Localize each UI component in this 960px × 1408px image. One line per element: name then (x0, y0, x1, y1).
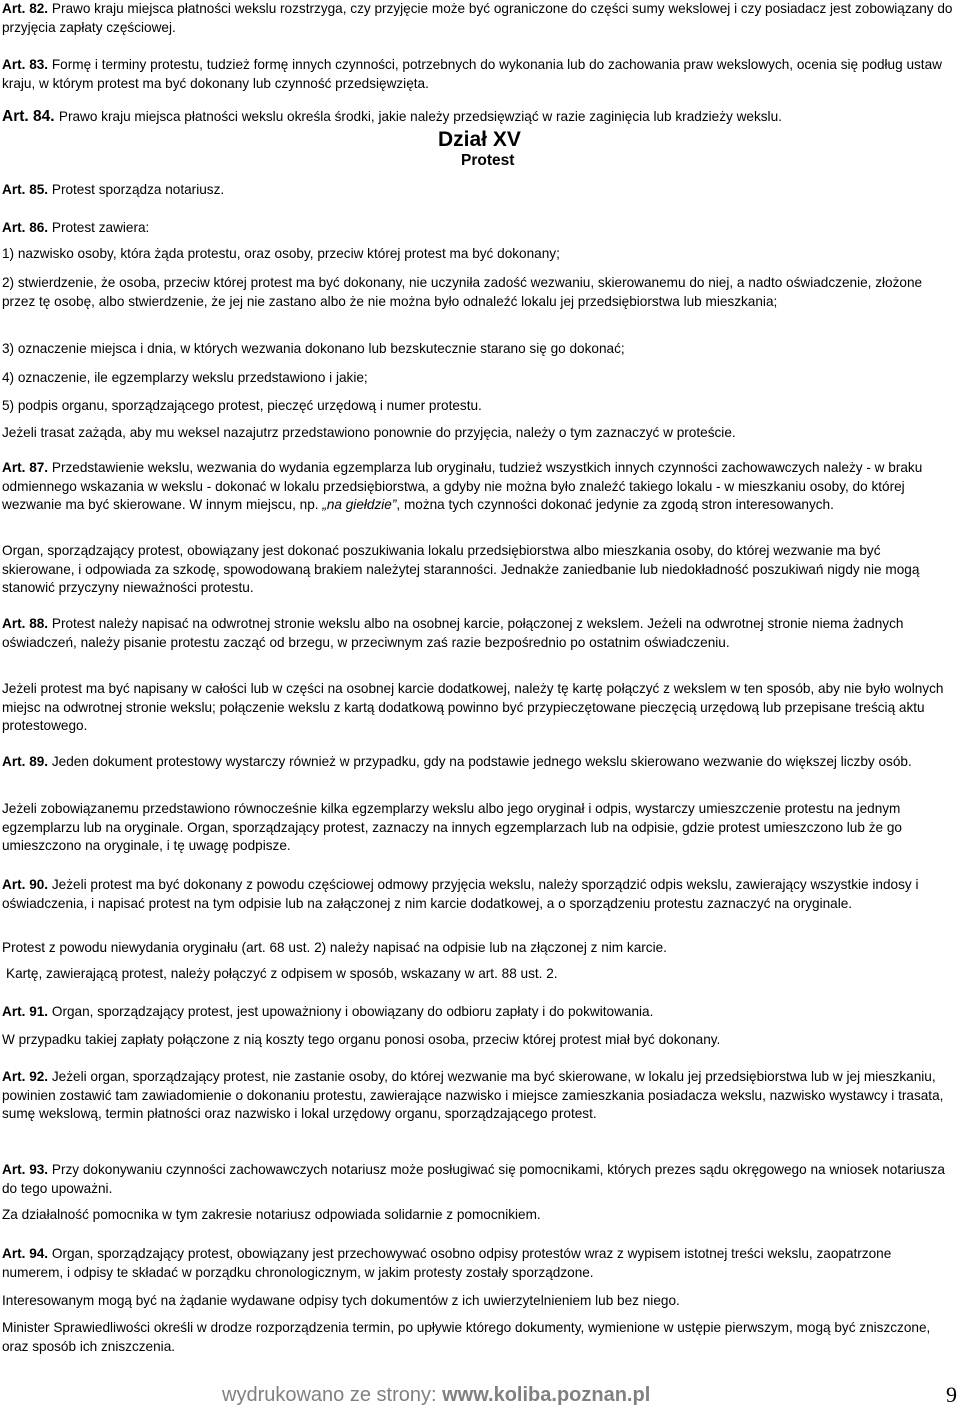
paragraph: Jeżeli protest ma być napisany w całości lub w części na osobnej karcie dodatkowej, należy tę kartę połączyć z wekslem w ten sposób, aby nie było wolnych miejsc na odwrotnej stronie wekslu; połączenie wekslu z kartą dodatkową powinno być przypieczętowane pieczęcią urzędową lub przepisane treścią aktu protestowego. (2, 681, 944, 733)
list-item: 3) oznaczenie miejsca i dnia, w których wezwania dokonano lub bezskutecznie starano się go dokonać; (2, 341, 625, 356)
list-item: 2) stwierdzenie, że osoba, przeciw której protest ma być dokonany, nie uczyniła zadość wezwaniu, skierowanemu do niej, a nadto oświadczenie, złożone przez tę osobę, albo stwierdzenie, że jej nie zastano albo że nie można było odnaleźć lokalu jej przedsiębiorstwa lub mieszkania; (2, 275, 923, 309)
article-number: Art. 94. (2, 1246, 49, 1261)
article-text: Przedstawienie wekslu, wezwania do wydania egzemplarza lub oryginału, tudzież wszystkich innych czynności zachowawczych należy - w braku odmiennego wskazania w wekslu - dokonać w lokalu przedsiębiorstwa, a gdyby nie można było znaleźć takiego lokalu - w mieszkaniu osoby, do której wezwanie ma być skierowane. W innym miejscu, np. (2, 460, 923, 512)
article-90 (2, 876, 954, 913)
page-footer (222, 1384, 650, 1407)
article-number: Art. 82. (2, 1, 49, 16)
paragraph: Organ, sporządzający protest, obowiązany jest dokonać poszukiwania lokalu przedsiębiorstwa albo mieszkania osoby, do której wezwanie ma być skierowane, i odpowiada za szkodę, spowodowaną brakiem należytej staranności. Jednakże zaniedbanie lub niedokładność poszukiwań nigdy nie mogą stanowić przyczyny nieważności protestu. (2, 543, 920, 595)
article-82 (2, 0, 954, 37)
article-number: Art. 91. (2, 1004, 49, 1019)
article-number: Art. 88. (2, 616, 49, 631)
footer-prefix: wydrukowano ze strony: (222, 1384, 443, 1406)
section-title: Dział XV (438, 128, 521, 151)
page-number: 9 (946, 1382, 957, 1407)
section-subtitle: Protest (461, 152, 515, 169)
paragraph: Jeżeli trasat zażąda, aby mu weksel nazajutrz przedstawiono ponownie do przyjęcia, należy o tym zaznaczyć w proteście. (2, 425, 736, 440)
paragraph: Protest z powodu niewydania oryginału (art. 68 ust. 2) należy napisać na odpisie lub na złączonej z nim karcie. (2, 940, 667, 955)
article-text-cont: , można tych czynności dokonać jedynie za zgodą stron interesowanych. (396, 497, 834, 512)
paragraph: Interesowanym mogą być na żądanie wydawane odpisy tych dokumentów z ich uwierzytelnieniem lub bez niego. (2, 1293, 680, 1308)
article-number: Art. 83. (2, 57, 49, 72)
paragraph: W przypadku takiej zapłaty połączone z nią koszty tego organu ponosi osoba, przeciw której protest miał być dokonany. (2, 1032, 721, 1047)
article-text: Przy dokonywaniu czynności zachowawczych notariusz może posługiwać się pomocnikami, których prezes sądu okręgowego na wniosek notariusza do tego upoważni. (2, 1162, 945, 1196)
article-88 (2, 615, 954, 652)
article-text: Formę i terminy protestu, tudzież formę innych czynności, potrzebnych do wykonania lub do zachowania praw wekslowych, ocenia się podług ustaw kraju, w którym protest ma być dokonany lub czynność przedsięwzięta. (2, 57, 942, 91)
article-84 (2, 107, 782, 127)
paragraph: Kartę, zawierającą protest, należy połączyć z odpisem w sposób, wskazany w art. 88 ust. 2. (6, 966, 558, 981)
italic-phrase: „na giełdzie” (322, 497, 397, 512)
article-text: Prawo kraju miejsca płatności wekslu określa środki, jakie należy przedsięwziąć w razie zaginięcia lub kradzieży wekslu. (58, 109, 782, 124)
article-number: Art. 89. (2, 754, 49, 769)
article-text: Protest należy napisać na odwrotnej stronie wekslu albo na osobnej karcie, połączonej z wekslem. Jeżeli na odwrotnej stronie niema żadnych oświadczeń, należy pisanie protestu zacząć od brzegu, w przeciwnym zaś razie bezpośrednio po ostatnim oświadczeniu. (2, 616, 904, 650)
article-92 (2, 1068, 954, 1124)
article-text: Prawo kraju miejsca płatności wekslu rozstrzyga, czy przyjęcie może być ograniczone do części sumy wekslowej i czy posiadacz jest zobowiązany do przyjęcia zapłaty częściowej. (2, 1, 953, 35)
article-93 (2, 1161, 954, 1198)
article-number: Art. 86. (2, 220, 49, 235)
article-number: Art. 85. (2, 182, 49, 197)
article-text: Protest zawiera: (51, 220, 150, 235)
article-number: Art. 87. (2, 460, 49, 475)
article-text: Organ, sporządzający protest, obowiązany jest przechowywać osobno odpisy protestów wraz z wypisem istotnej treści wekslu, zaopatrzone numerem, i odpisy te składać w porządku chronologicznym, w jakim protesty zostały sporządzone. (2, 1246, 892, 1280)
article-number: Art. 92. (2, 1069, 49, 1084)
article-86 (2, 219, 149, 238)
list-item: 1) nazwisko osoby, która żąda protestu, oraz osoby, przeciw której protest ma być dokonany; (2, 246, 560, 261)
article-94 (2, 1245, 954, 1282)
article-number: Art. 84. (2, 108, 55, 125)
article-83 (2, 56, 954, 93)
article-text: Protest sporządza notariusz. (51, 182, 225, 197)
article-85 (2, 181, 224, 200)
article-number: Art. 93. (2, 1162, 49, 1177)
article-text: Jeżeli organ, sporządzający protest, nie zastanie osoby, do której wezwanie ma być skierowane, w lokalu jej przedsiębiorstwa lub w jej mieszkaniu, powinien zostawić tam zawiadomienie o dokonaniu protestu, zawierające nazwisko i miejsce zamieszkania posiadacza wekslu, nazwisko wystawcy i trasata, sumę wekslową, termin płatności oraz nazwisko i lokal urzędowy organu, sporządzającego protest. (2, 1069, 944, 1121)
article-87 (2, 459, 954, 515)
list-item: 5) podpis organu, sporządzającego protest, pieczęć urzędową i numer protestu. (2, 398, 482, 413)
article-91 (2, 1003, 653, 1022)
article-number: Art. 90. (2, 877, 49, 892)
article-text: Jeden dokument protestowy wystarczy również w przypadku, gdy na podstawie jednego wekslu skierowano wezwanie do większej liczby osób. (51, 754, 912, 769)
list-item: 4) oznaczenie, ile egzemplarzy wekslu przedstawiono i jakie; (2, 370, 368, 385)
paragraph: Jeżeli zobowiązanemu przedstawiono równocześnie kilka egzemplarzy wekslu albo jego oryginał i odpis, wystarczy umieszczenie protestu na jednym egzemplarzu lub na oryginale. Organ, sporządzający protest, zaznaczy na innych egzemplarzach lub na odpisie, gdzie protest umieszczono lub że go umieszczono na oryginale, i tę uwagę podpisze. (2, 801, 902, 853)
article-text: Jeżeli protest ma być dokonany z powodu częściowej odmowy przyjęcia wekslu, należy sporządzić odpis wekslu, zawierający wszystkie indosy i oświadczenia, i napisać protest na tym odpisie lub na załączonej z nim karcie dodatkowej, a o sporządzeniu protestu zaznaczyć na oryginale. (2, 877, 919, 911)
paragraph: Za działalność pomocnika w tym zakresie notariusz odpowiada solidarnie z pomocnikiem. (2, 1207, 541, 1222)
footer-url-link[interactable]: www.koliba.poznan.pl (442, 1384, 651, 1406)
article-text: Organ, sporządzający protest, jest upoważniony i obowiązany do odbioru zapłaty i do pokwitowania. (51, 1004, 654, 1019)
paragraph: Minister Sprawiedliwości określi w drodze rozporządzenia termin, po upływie którego dokumenty, wymienione w ustępie pierwszym, mogą być zniszczone, oraz sposób ich zniszczenia. (2, 1320, 931, 1354)
article-89 (2, 753, 912, 772)
